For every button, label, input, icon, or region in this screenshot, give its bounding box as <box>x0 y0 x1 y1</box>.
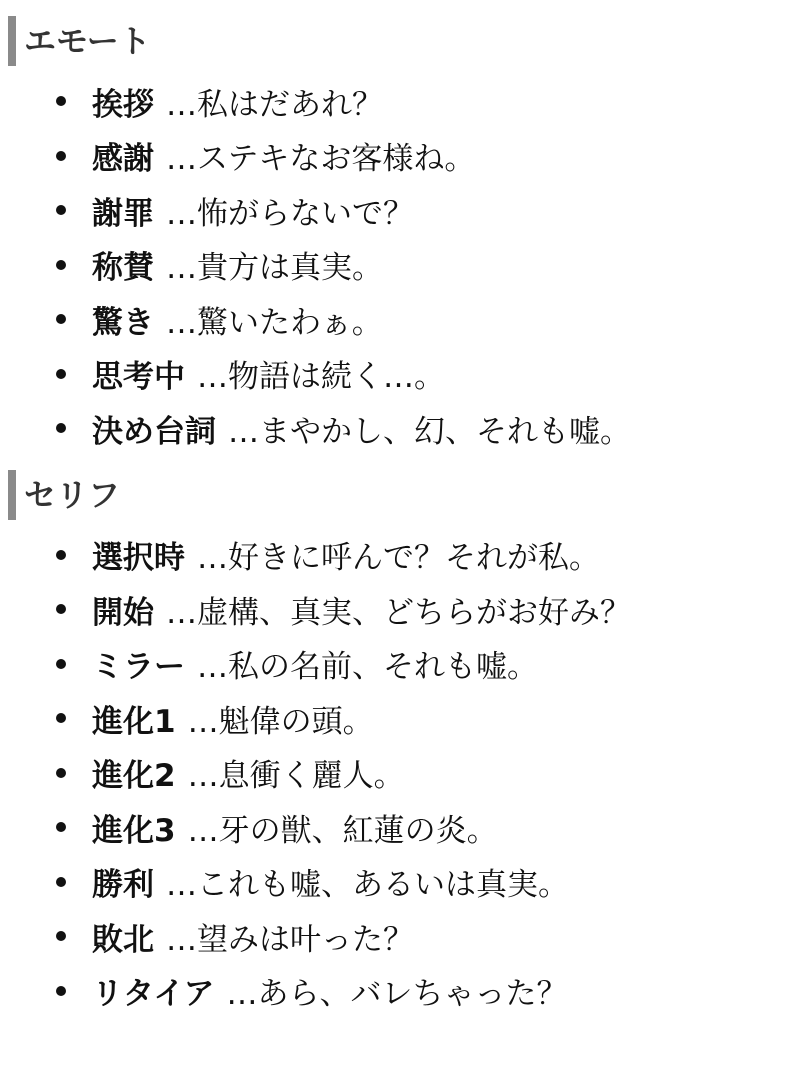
item-quote: …驚いたわぁ。 <box>166 304 383 341</box>
item-label: 感謝 <box>92 141 154 178</box>
list-item <box>8 401 796 456</box>
item-quote: …虚構、真実、どちらがお好み？ <box>166 594 631 631</box>
list-item <box>8 909 796 964</box>
list-item <box>8 691 796 746</box>
list-item <box>8 129 796 184</box>
item-label: 敗北 <box>92 921 154 958</box>
bullet-icon <box>56 151 66 161</box>
item-label: 選択時 <box>92 540 185 577</box>
item-label: 謝罪 <box>92 195 154 232</box>
list-item <box>8 528 796 583</box>
list-item <box>8 183 796 238</box>
bullet-icon <box>56 314 66 324</box>
item-quote: …あら、バレちゃった？ <box>226 976 568 1013</box>
item-quote: …これも嘘、あるいは真実。 <box>166 867 569 904</box>
item-label: 開始 <box>92 594 154 631</box>
heading-bar <box>8 470 16 520</box>
item-quote: …好きに呼んで？それが私。 <box>197 540 600 577</box>
bullet-icon <box>56 986 66 996</box>
section-heading-lines <box>8 468 796 522</box>
section-heading-text: エモート <box>24 22 151 60</box>
item-label: 挨拶 <box>92 86 154 123</box>
bullet-icon <box>56 96 66 106</box>
item-quote: …ステキなお客様ね。 <box>166 141 476 178</box>
item-label: 思考中 <box>92 359 185 396</box>
list-item <box>8 582 796 637</box>
section-heading-text: セリフ <box>24 475 121 514</box>
bullet-icon <box>56 877 66 887</box>
bullet-icon <box>56 822 66 832</box>
bullet-icon <box>56 659 66 669</box>
item-label: 称賛 <box>92 250 154 287</box>
item-label: 勝利 <box>92 867 154 904</box>
item-quote: …私の名前、それも嘘。 <box>197 649 538 686</box>
list-item <box>8 238 796 293</box>
bullet-icon <box>56 713 66 723</box>
item-label: 進化2 <box>92 758 176 795</box>
list-item <box>8 74 796 129</box>
bullet-icon <box>56 369 66 379</box>
item-label: 進化1 <box>92 703 176 740</box>
item-quote: …息衝く麗人。 <box>187 758 405 795</box>
bullet-icon <box>56 423 66 433</box>
item-quote: …魁偉の頭。 <box>187 703 374 740</box>
item-label: 決め台詞 <box>92 413 216 450</box>
item-label: リタイア <box>92 976 215 1013</box>
bullet-icon <box>56 550 66 560</box>
lines-list <box>8 528 796 1019</box>
item-quote: …望みは叶った？ <box>166 921 414 958</box>
item-quote: …まやかし、幻、それも嘘。 <box>228 413 631 450</box>
list-item <box>8 292 796 347</box>
bullet-icon <box>56 260 66 270</box>
item-quote: …貴方は真実。 <box>166 250 383 287</box>
emote-list <box>8 74 796 456</box>
item-quote: …牙の獣、紅蓮の炎。 <box>187 812 498 849</box>
item-quote: …物語は続く…。 <box>197 359 445 396</box>
list-item <box>8 800 796 855</box>
item-label: 驚き <box>92 304 154 341</box>
item-quote: …私はだあれ？ <box>166 86 383 123</box>
heading-bar <box>8 16 16 66</box>
list-item <box>8 855 796 910</box>
item-label: 進化3 <box>92 812 176 849</box>
list-item <box>8 637 796 692</box>
list-item <box>8 964 796 1019</box>
bullet-icon <box>56 931 66 941</box>
list-item <box>8 746 796 801</box>
list-item <box>8 347 796 402</box>
bullet-icon <box>56 768 66 778</box>
item-quote: …怖がらないで？ <box>166 195 414 232</box>
bullet-icon <box>56 604 66 614</box>
item-label: ミラー <box>92 649 185 686</box>
section-heading-emote <box>8 14 796 68</box>
bullet-icon <box>56 205 66 215</box>
